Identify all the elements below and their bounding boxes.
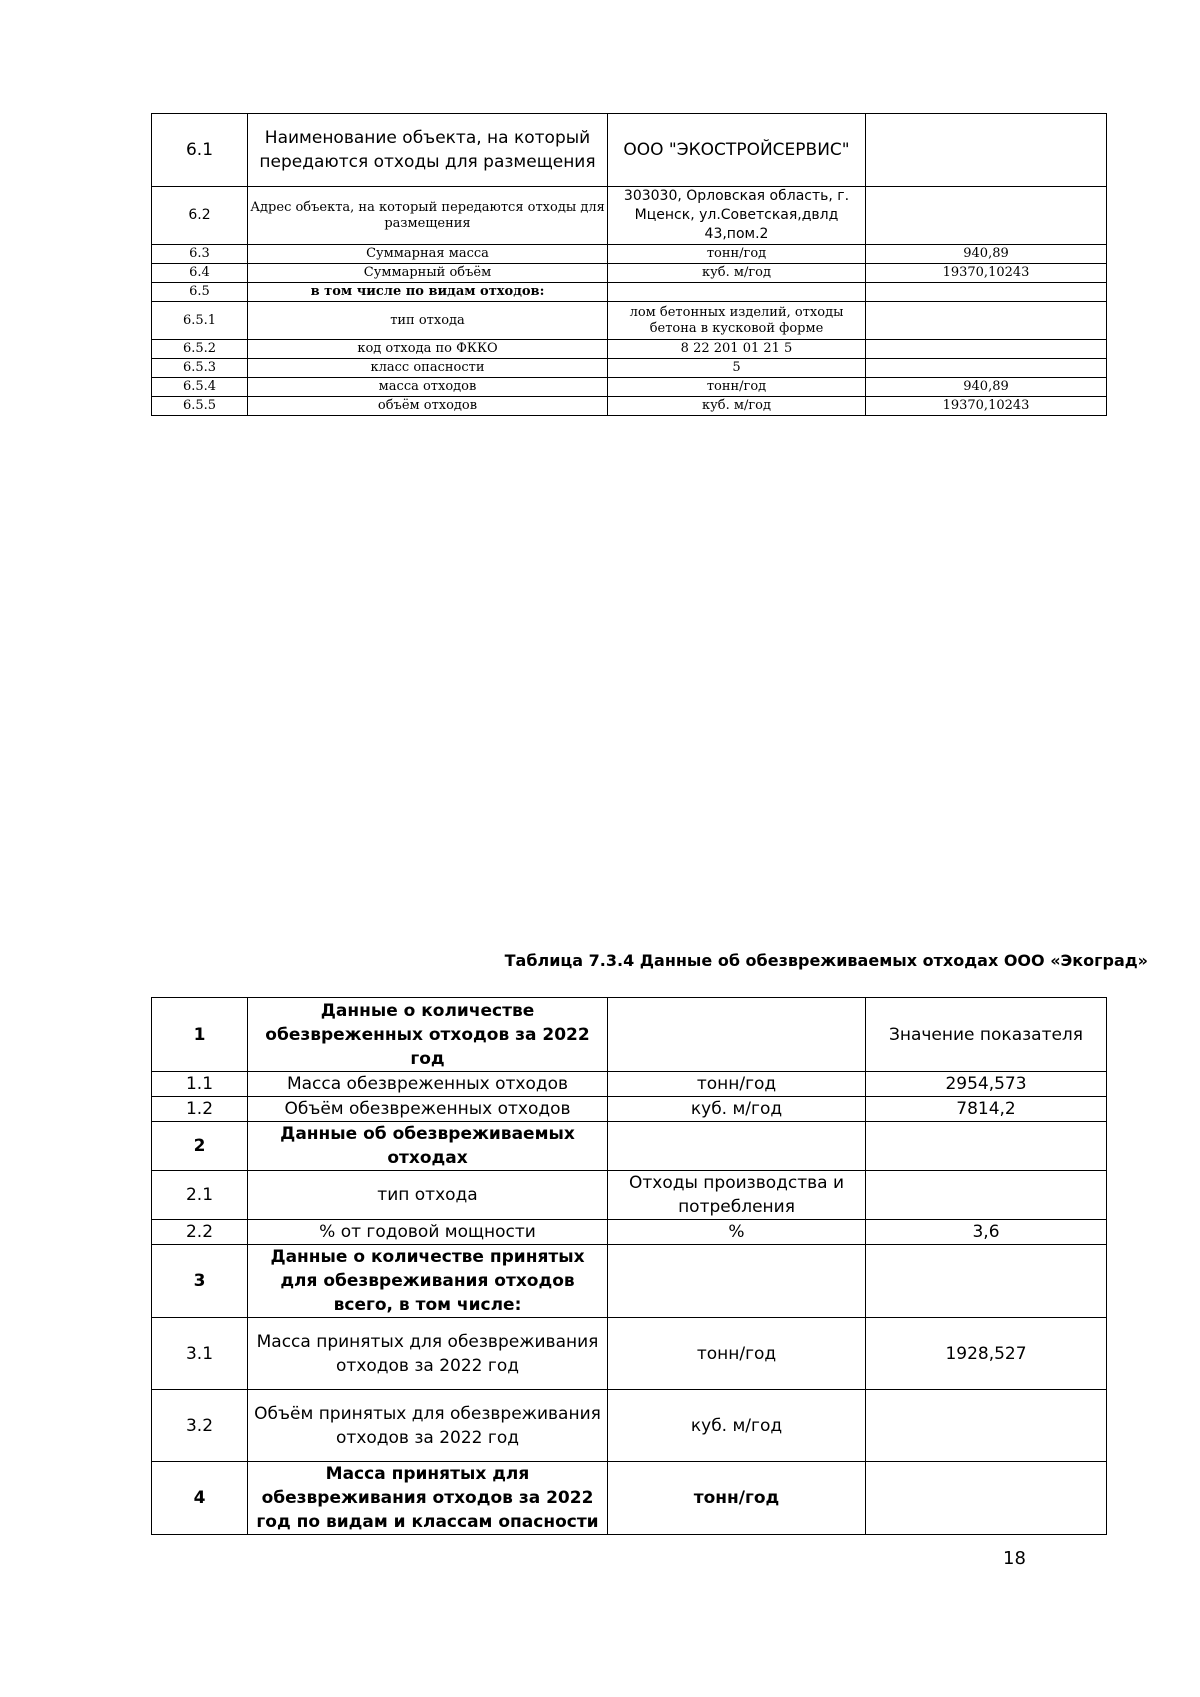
row-unit: 303030, Орловская область, г. Мценск, ул.Советская,двлд 43,пом.2 [608, 187, 866, 245]
row-unit: ООО "ЭКОСТРОЙСЕРВИС" [608, 114, 866, 187]
row-name: в том числе по видам отходов: [248, 283, 608, 302]
row-unit: куб. м/год [608, 397, 866, 416]
row-number: 6.5.3 [152, 359, 248, 378]
row-value [866, 1171, 1107, 1220]
row-value [866, 340, 1107, 359]
row-number: 6.5 [152, 283, 248, 302]
table-row [152, 1122, 1107, 1171]
row-value [866, 114, 1107, 187]
table-row [152, 283, 1107, 302]
row-unit [608, 998, 866, 1072]
row-value [866, 1462, 1107, 1535]
row-name: тип отхода [248, 1171, 608, 1220]
row-name: Суммарный объём [248, 264, 608, 283]
row-unit [608, 1245, 866, 1318]
row-unit: тонн/год [608, 378, 866, 397]
table-row [152, 245, 1107, 264]
row-number: 6.5.5 [152, 397, 248, 416]
row-unit: 8 22 201 01 21 5 [608, 340, 866, 359]
row-value [866, 1122, 1107, 1171]
neutralized-waste-table [151, 997, 1107, 1535]
row-number: 1.1 [152, 1072, 248, 1097]
row-number: 6.4 [152, 264, 248, 283]
row-name: объём отходов [248, 397, 608, 416]
row-name: Данные о количестве обезвреженных отходов за 2022 год [248, 998, 608, 1072]
row-value: 1928,527 [866, 1318, 1107, 1390]
row-value: 19370,10243 [866, 397, 1107, 416]
row-name: Данные о количестве принятых для обезвреживания отходов всего, в том числе: [248, 1245, 608, 1318]
row-number: 6.5.2 [152, 340, 248, 359]
row-name: % от годовой мощности [248, 1220, 608, 1245]
row-name: класс опасности [248, 359, 608, 378]
row-name: код отхода по ФККО [248, 340, 608, 359]
row-name: тип отхода [248, 302, 608, 340]
row-unit: 5 [608, 359, 866, 378]
row-number: 3.2 [152, 1390, 248, 1462]
row-unit: % [608, 1220, 866, 1245]
row-value [866, 187, 1107, 245]
row-number: 2.2 [152, 1220, 248, 1245]
table-row [152, 359, 1107, 378]
row-name: Наименование объекта, на который передаются отходы для размещения [248, 114, 608, 187]
row-unit: тонн/год [608, 245, 866, 264]
row-value: 7814,2 [866, 1097, 1107, 1122]
row-value [866, 359, 1107, 378]
table-row [152, 1220, 1107, 1245]
row-unit: куб. м/год [608, 264, 866, 283]
row-unit: куб. м/год [608, 1390, 866, 1462]
table-row [152, 187, 1107, 245]
table-row [152, 1097, 1107, 1122]
row-number: 6.2 [152, 187, 248, 245]
row-name: Масса обезвреженных отходов [248, 1072, 608, 1097]
table-row [152, 1462, 1107, 1535]
row-value: 2954,573 [866, 1072, 1107, 1097]
row-name: Данные об обезвреживаемых отходах [248, 1122, 608, 1171]
row-name: Суммарная масса [248, 245, 608, 264]
table-row [152, 1171, 1107, 1220]
row-number: 2.1 [152, 1171, 248, 1220]
row-name: Объём обезвреженных отходов [248, 1097, 608, 1122]
row-value [866, 1390, 1107, 1462]
table-row [152, 378, 1107, 397]
row-unit [608, 1122, 866, 1171]
row-value [866, 302, 1107, 340]
table-row [152, 1390, 1107, 1462]
row-number: 3.1 [152, 1318, 248, 1390]
row-number: 1.2 [152, 1097, 248, 1122]
waste-disposal-table [151, 113, 1107, 416]
row-name: Масса принятых для обезвреживания отходов за 2022 год [248, 1318, 608, 1390]
row-value: 19370,10243 [866, 264, 1107, 283]
row-unit: тонн/год [608, 1318, 866, 1390]
table-row [152, 340, 1107, 359]
row-name: Объём принятых для обезвреживания отходов за 2022 год [248, 1390, 608, 1462]
table-row [152, 302, 1107, 340]
row-value [866, 1245, 1107, 1318]
row-unit [608, 283, 866, 302]
row-unit: тонн/год [608, 1462, 866, 1535]
row-unit: тонн/год [608, 1072, 866, 1097]
page-number: 18 [1003, 1548, 1026, 1569]
row-unit: лом бетонных изделий, отходы бетона в кусковой форме [608, 302, 866, 340]
row-name: Масса принятых для обезвреживания отходов за 2022 год по видам и классам опасности [248, 1462, 608, 1535]
row-unit: куб. м/год [608, 1097, 866, 1122]
row-number: 6.5.4 [152, 378, 248, 397]
row-value [866, 283, 1107, 302]
table-row [152, 114, 1107, 187]
row-value: 940,89 [866, 378, 1107, 397]
table-row [152, 397, 1107, 416]
row-name: масса отходов [248, 378, 608, 397]
row-number: 3 [152, 1245, 248, 1318]
row-value: 940,89 [866, 245, 1107, 264]
row-value: 3,6 [866, 1220, 1107, 1245]
row-number: 2 [152, 1122, 248, 1171]
row-name: Адрес объекта, на который передаются отходы для размещения [248, 187, 608, 245]
row-unit: Отходы производства и потребления [608, 1171, 866, 1220]
row-number: 1 [152, 998, 248, 1072]
table-row [152, 1072, 1107, 1097]
table-caption: Таблица 7.3.4 Данные об обезвреживаемых отходах ООО «Экоград» [504, 951, 1148, 970]
table-row [152, 264, 1107, 283]
table-row [152, 1245, 1107, 1318]
row-value: Значение показателя [866, 998, 1107, 1072]
table-row [152, 1318, 1107, 1390]
row-number: 6.5.1 [152, 302, 248, 340]
row-number: 6.1 [152, 114, 248, 187]
row-number: 4 [152, 1462, 248, 1535]
row-number: 6.3 [152, 245, 248, 264]
table-row [152, 998, 1107, 1072]
